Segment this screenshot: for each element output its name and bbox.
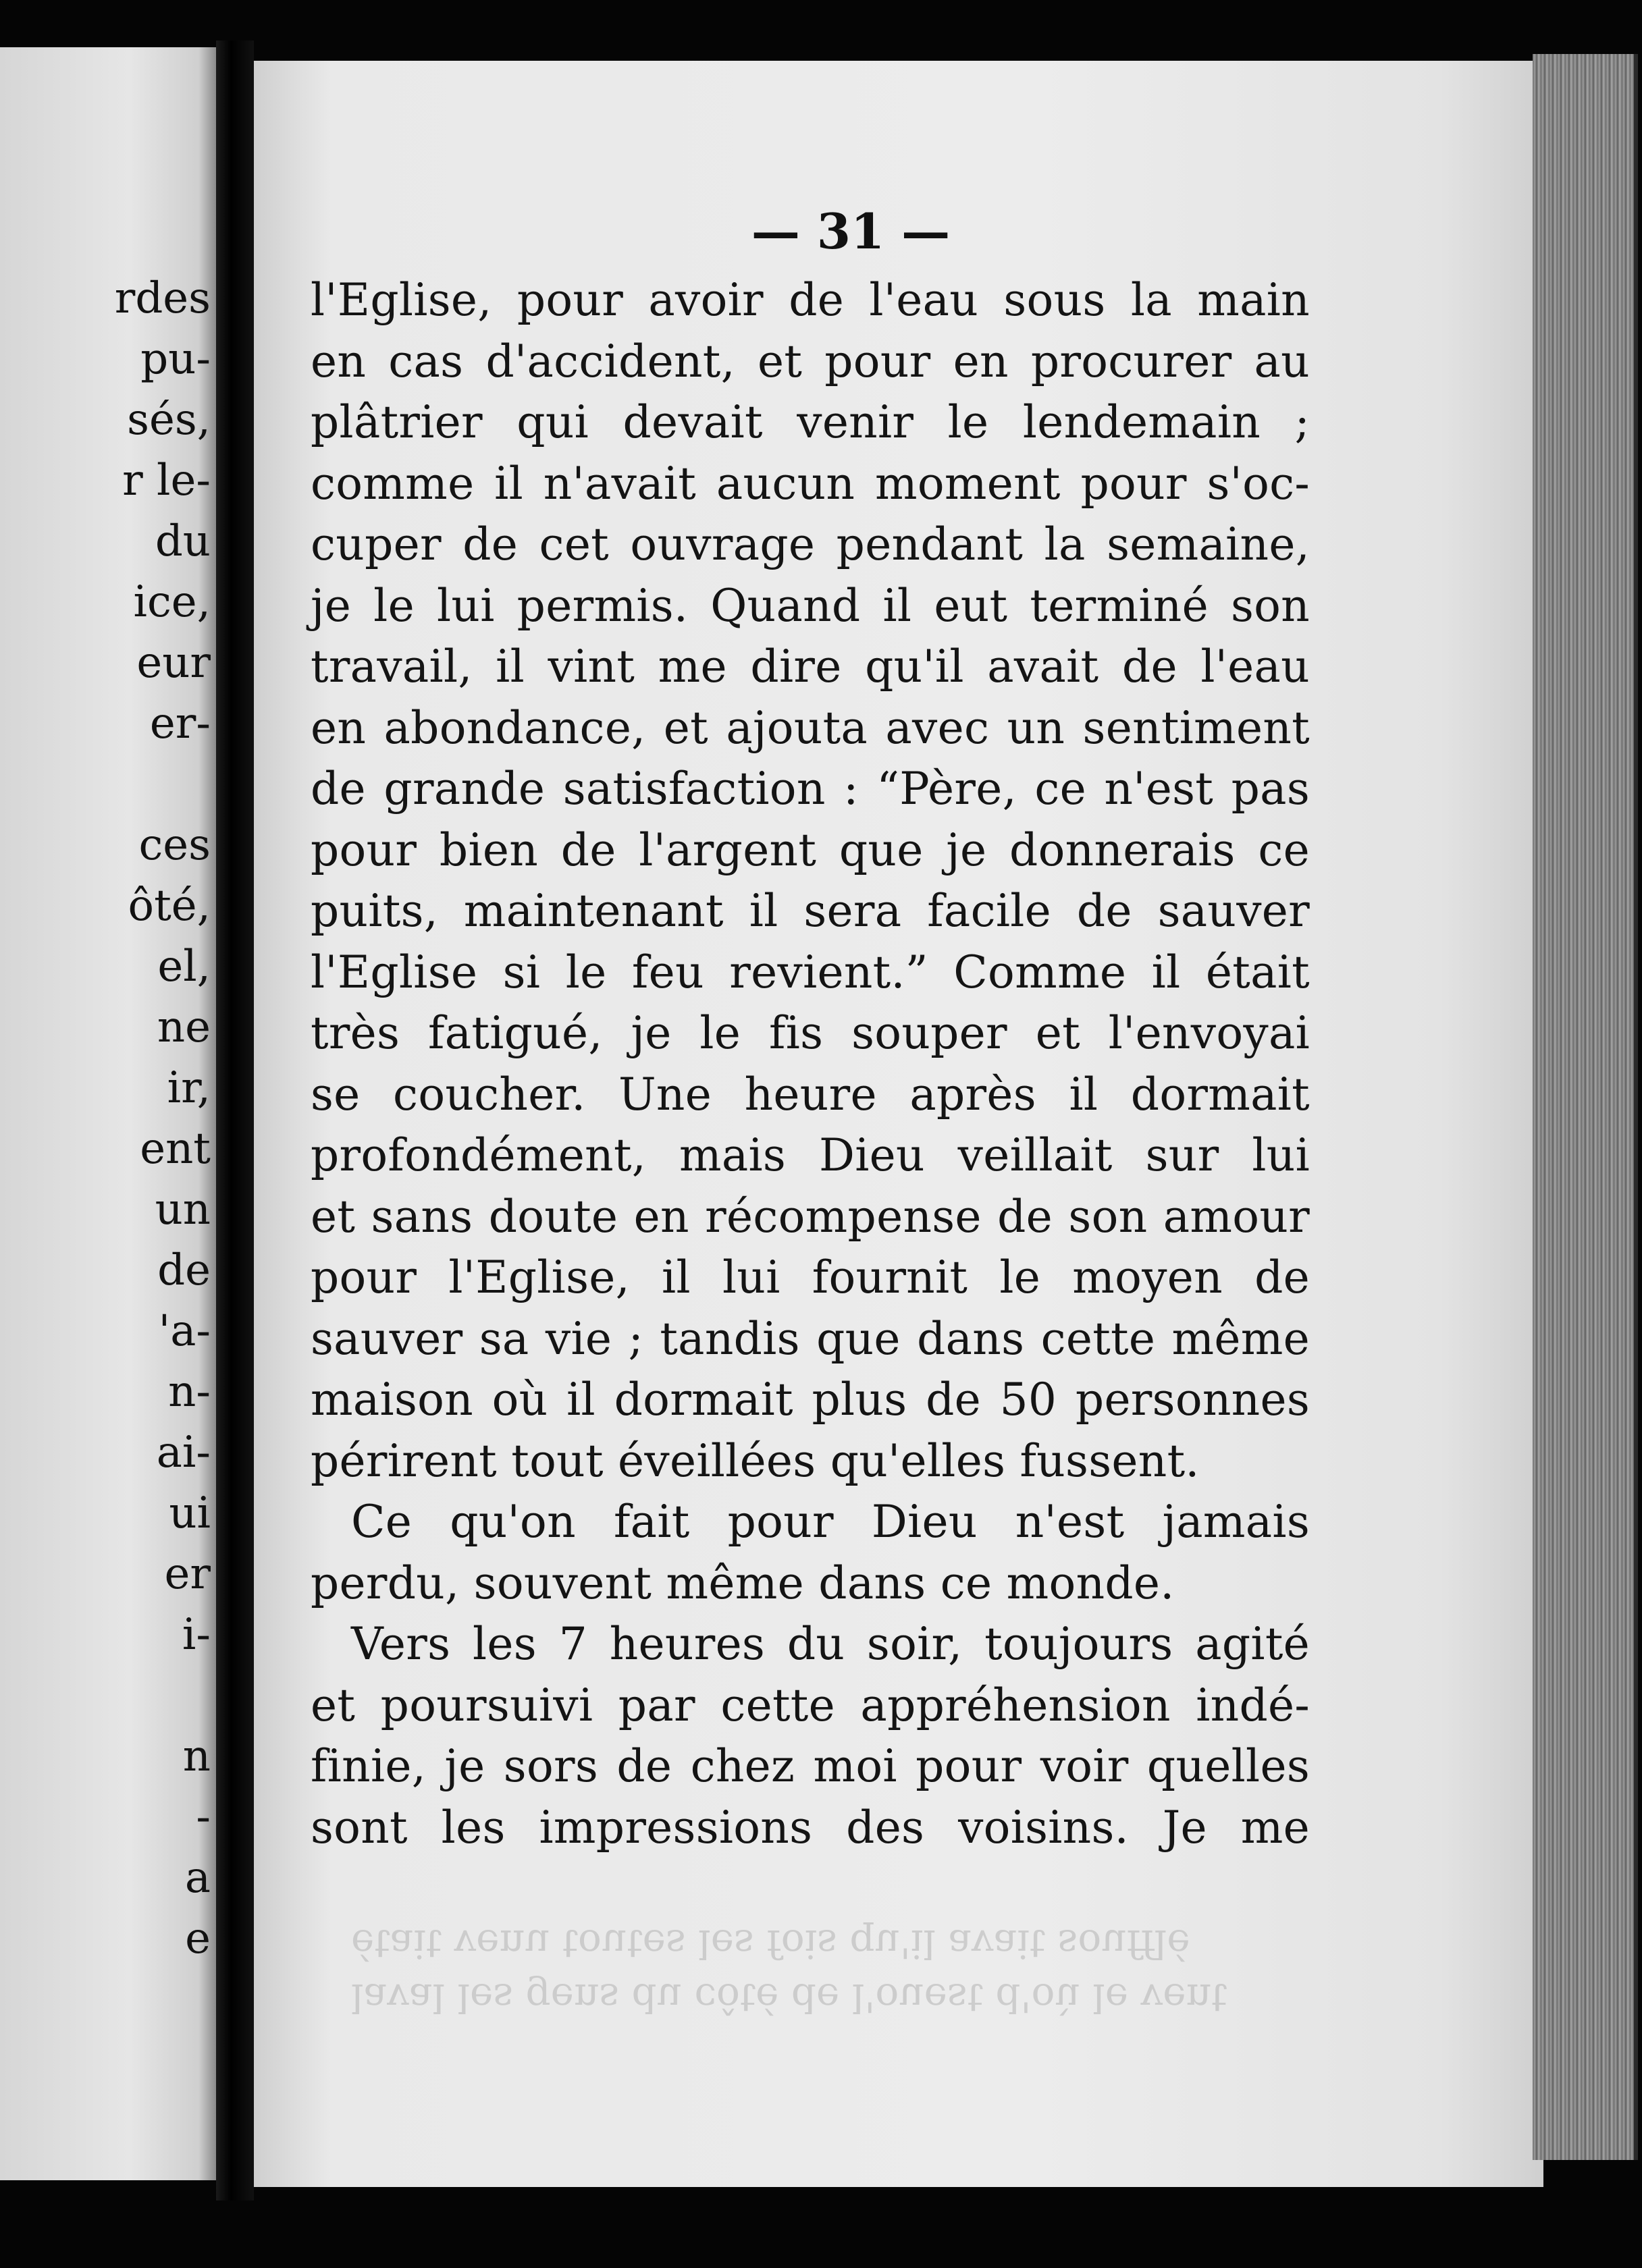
text-line: en cas d'accident, et pour en procurer au xyxy=(311,335,1310,387)
left-page-fragment: ice, xyxy=(133,577,211,627)
text-line: finie, je sors de chez moi pour voir quelles xyxy=(311,1740,1310,1792)
left-page xyxy=(0,47,216,2180)
text-line: périrent tout éveillées qu'elles fussent. xyxy=(311,1434,1200,1487)
page-number: — 31 — xyxy=(751,202,951,260)
left-page-fragment: eur xyxy=(136,638,211,688)
text-line: maison où il dormait plus de 50 personnes xyxy=(311,1374,1310,1426)
text-line: pour l'Eglise, il lui fournit le moyen de xyxy=(311,1251,1310,1303)
book-gutter xyxy=(216,40,254,2200)
text-line: et poursuivi par cette appréhension indé- xyxy=(311,1679,1310,1731)
text-line: sauver sa vie ; tandis que dans cette même xyxy=(311,1312,1310,1365)
bleed-through-line: laval les gens du côté de l'ouest d'où le vent xyxy=(351,1975,1227,2021)
left-page-fragment: er xyxy=(164,1549,211,1599)
left-page-fragment: ne xyxy=(157,1002,211,1052)
left-page-fragment: ôté, xyxy=(128,881,211,931)
left-page-fragment: 'a- xyxy=(158,1306,211,1356)
left-page-fragment: a xyxy=(184,1853,211,1903)
text-line: de grande satisfaction : “Père, ce n'est pas xyxy=(311,763,1310,815)
text-line: perdu, souvent même dans ce monde. xyxy=(311,1557,1175,1609)
left-page-fragment: un xyxy=(155,1185,211,1235)
left-page-fragment: ces xyxy=(138,820,211,870)
text-line: et sans doute en récompense de son amour xyxy=(311,1190,1310,1243)
text-line: je le lui permis. Quand il eut terminé son xyxy=(311,579,1310,632)
left-page-fragment: r le- xyxy=(122,456,211,506)
text-line: Ce qu'on fait pour Dieu n'est jamais xyxy=(351,1496,1310,1548)
text-line: en abondance, et ajouta avec un sentiment xyxy=(311,701,1310,754)
left-page-fragment: e xyxy=(185,1914,211,1964)
text-line: plâtrier qui devait venir le lendemain ; xyxy=(311,396,1310,448)
left-page-fragment: sés, xyxy=(127,395,211,445)
left-page-fragment: n xyxy=(182,1731,211,1781)
text-line: l'Eglise, pour avoir de l'eau sous la main xyxy=(311,274,1310,326)
left-page-fragment: ir, xyxy=(167,1063,211,1113)
text-line: travail, il vint me dire qu'il avait de l'eau xyxy=(311,641,1310,693)
text-line: se coucher. Une heure après il dormait xyxy=(311,1068,1310,1120)
left-page-fragment: de xyxy=(157,1245,211,1295)
left-page-fragment: du xyxy=(155,516,211,566)
bleed-through-text xyxy=(351,1917,1296,2025)
text-line: Vers les 7 heures du soir, toujours agité xyxy=(351,1618,1310,1670)
text-line: sont les impressions des voisins. Je me xyxy=(311,1801,1310,1854)
left-page-fragment: i- xyxy=(182,1610,211,1660)
text-line: l'Eglise si le feu revient.” Comme il était xyxy=(311,946,1310,998)
page-edges xyxy=(1533,54,1638,2160)
text-line: cuper de cet ouvrage pendant la semaine, xyxy=(311,518,1310,570)
text-line: puits, maintenant il sera facile de sauver xyxy=(311,885,1310,937)
left-page-fragment: ent xyxy=(140,1124,211,1174)
text-line: comme il n'avait aucun moment pour s'oc- xyxy=(311,457,1310,510)
bleed-through-line: était venu toutes les fois qu'il avait soufflé xyxy=(351,1921,1190,1967)
left-page-fragment: ui xyxy=(169,1488,211,1538)
body-text xyxy=(311,270,1310,1858)
text-line: très fatigué, je le fis souper et l'envoyai xyxy=(311,1007,1310,1059)
text-line: profondément, mais Dieu veillait sur lui xyxy=(311,1129,1310,1181)
left-page-fragment: er- xyxy=(149,699,211,749)
left-page-fragment: el, xyxy=(157,942,211,992)
text-line: pour bien de l'argent que je donnerais ce xyxy=(311,824,1310,876)
left-page-fragment: ai- xyxy=(156,1428,211,1478)
left-page-fragment: n- xyxy=(168,1367,211,1417)
left-page-fragment: - xyxy=(196,1792,211,1842)
left-page-fragment: rdes xyxy=(114,273,211,323)
left-page-fragment: pu- xyxy=(140,334,211,384)
